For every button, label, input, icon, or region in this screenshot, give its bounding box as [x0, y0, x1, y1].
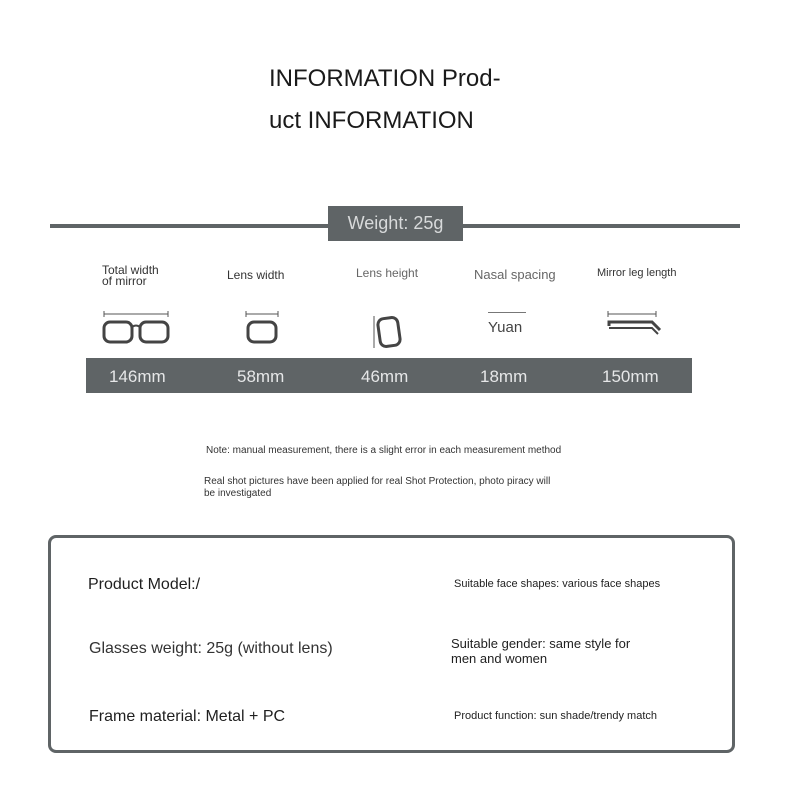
- value-total-width: 146mm: [109, 367, 166, 386]
- suitable-gender-line: Suitable gender: same style for: [451, 636, 631, 651]
- spec-label-lens-width: Lens width: [227, 268, 285, 282]
- title-line-1: INFORMATION Prod-: [269, 65, 501, 92]
- measure-line: [488, 312, 526, 313]
- spec-label-lens-height: Lens height: [356, 266, 419, 280]
- suitable-gender-line: men and women: [451, 651, 548, 666]
- copyright-note-line: be investigated: [204, 488, 272, 499]
- copyright-note: [204, 476, 550, 500]
- spec-label-nasal-spacing: Nasal spacing: [474, 267, 556, 282]
- temple-arm-icon: [606, 310, 662, 336]
- spec-label-line: of mirror: [102, 274, 147, 288]
- value-nasal-spacing: 18mm: [480, 367, 528, 386]
- measurement-note: Note: manual measurement, there is a slight error in each measurement method: [206, 445, 562, 456]
- nasal-spacing-icon-text: Yuan: [488, 319, 523, 336]
- product-model: Product Model:/: [88, 576, 201, 593]
- full-glasses-icon: [100, 310, 172, 346]
- frame-material: Frame material: Metal + PC: [89, 708, 286, 725]
- page-title: [269, 58, 589, 142]
- suitable-face-shapes: Suitable face shapes: various face shapes: [454, 578, 661, 590]
- measurement-bar: [86, 358, 692, 393]
- spec-label-line: Total width: [102, 263, 159, 277]
- glasses-weight: Glasses weight: 25g (without lens): [89, 640, 333, 657]
- value-lens-width: 58mm: [237, 367, 285, 386]
- copyright-note-line: Real shot pictures have been applied for real Shot Protection, photo piracy will: [204, 476, 551, 487]
- spec-label-leg-length: Mirror leg length: [597, 267, 677, 279]
- nasal-spacing-icon: [488, 312, 528, 336]
- spec-label-total-width: [102, 265, 159, 287]
- title-line-2: uct INFORMATION: [269, 107, 474, 134]
- lens-height-icon: [370, 312, 406, 352]
- value-lens-height: 46mm: [361, 367, 409, 386]
- lens-width-icon: [244, 310, 280, 346]
- weight-badge: Weight: 25g: [328, 206, 463, 241]
- suitable-gender: [451, 636, 630, 666]
- value-leg-length: 150mm: [602, 367, 659, 386]
- product-function: Product function: sun shade/trendy match: [454, 710, 658, 722]
